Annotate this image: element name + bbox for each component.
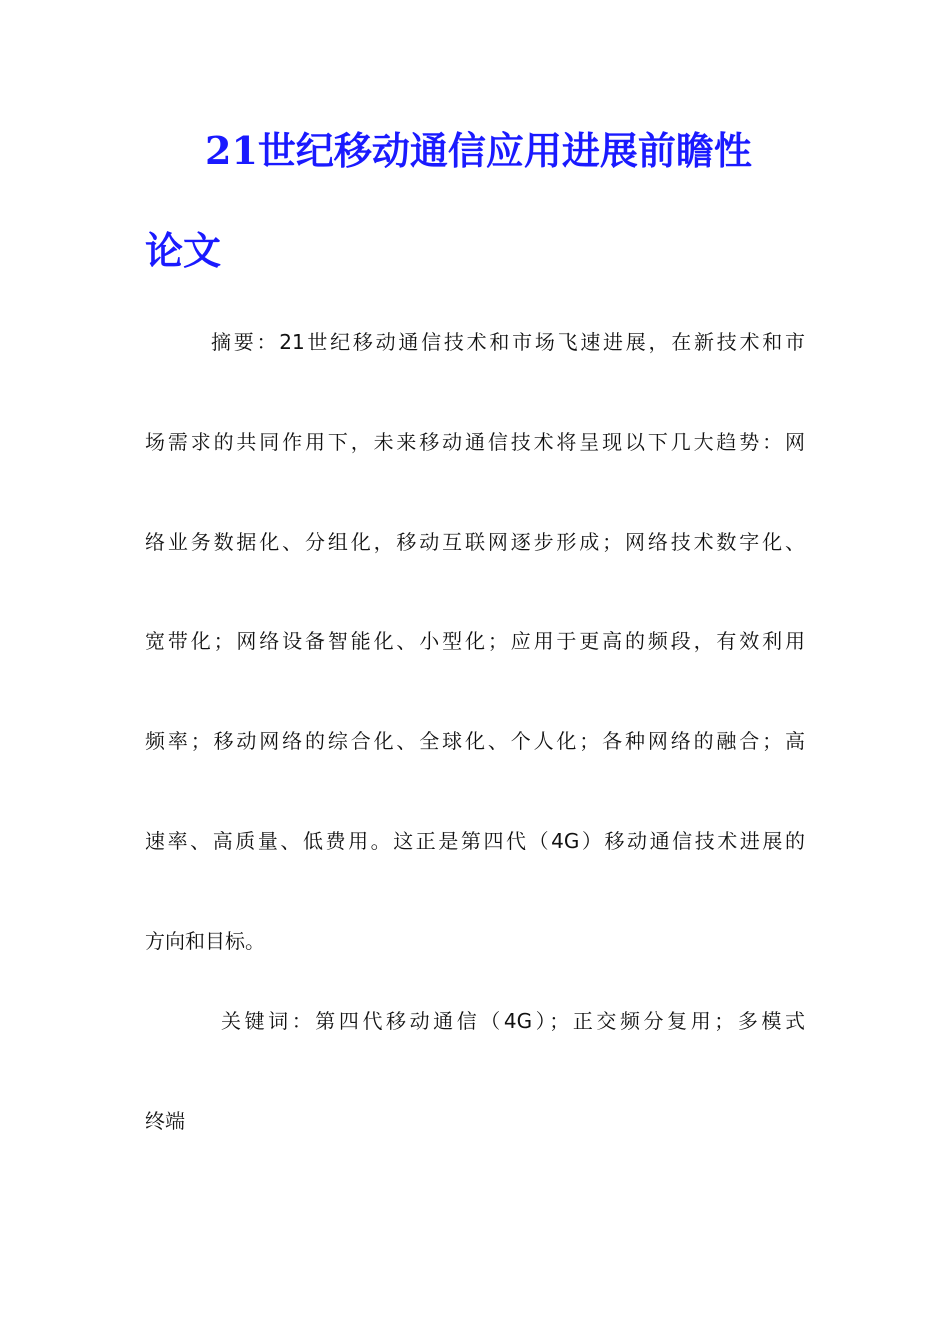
- abstract-line-2: 场需求的共同作用下，未来移动通信技术将呈现以下几大趋势：网: [145, 430, 805, 454]
- abstract-line-6: 速率、高质量、低费用。这正是第四代（4G）移动通信技术进展的: [145, 829, 805, 853]
- keywords-line-2: 终端: [145, 1109, 185, 1133]
- keywords-line-1: 关键词：第四代移动通信（4G）；正交频分复用；多模式: [221, 1009, 805, 1033]
- document-title-line-2: 论文: [145, 228, 222, 273]
- abstract-line-1: 摘要：21世纪移动通信技术和市场飞速进展，在新技术和市: [211, 330, 805, 354]
- abstract-line-7: 方向和目标。: [145, 929, 265, 953]
- document-title-line-1: 21世纪移动通信应用进展前瞻性: [205, 128, 752, 173]
- abstract-line-3: 络业务数据化、分组化，移动互联网逐步形成；网络技术数字化、: [145, 530, 805, 554]
- abstract-line-5: 频率；移动网络的综合化、全球化、个人化；各种网络的融合；高: [145, 729, 805, 753]
- abstract-line-4: 宽带化；网络设备智能化、小型化；应用于更高的频段，有效利用: [145, 629, 805, 653]
